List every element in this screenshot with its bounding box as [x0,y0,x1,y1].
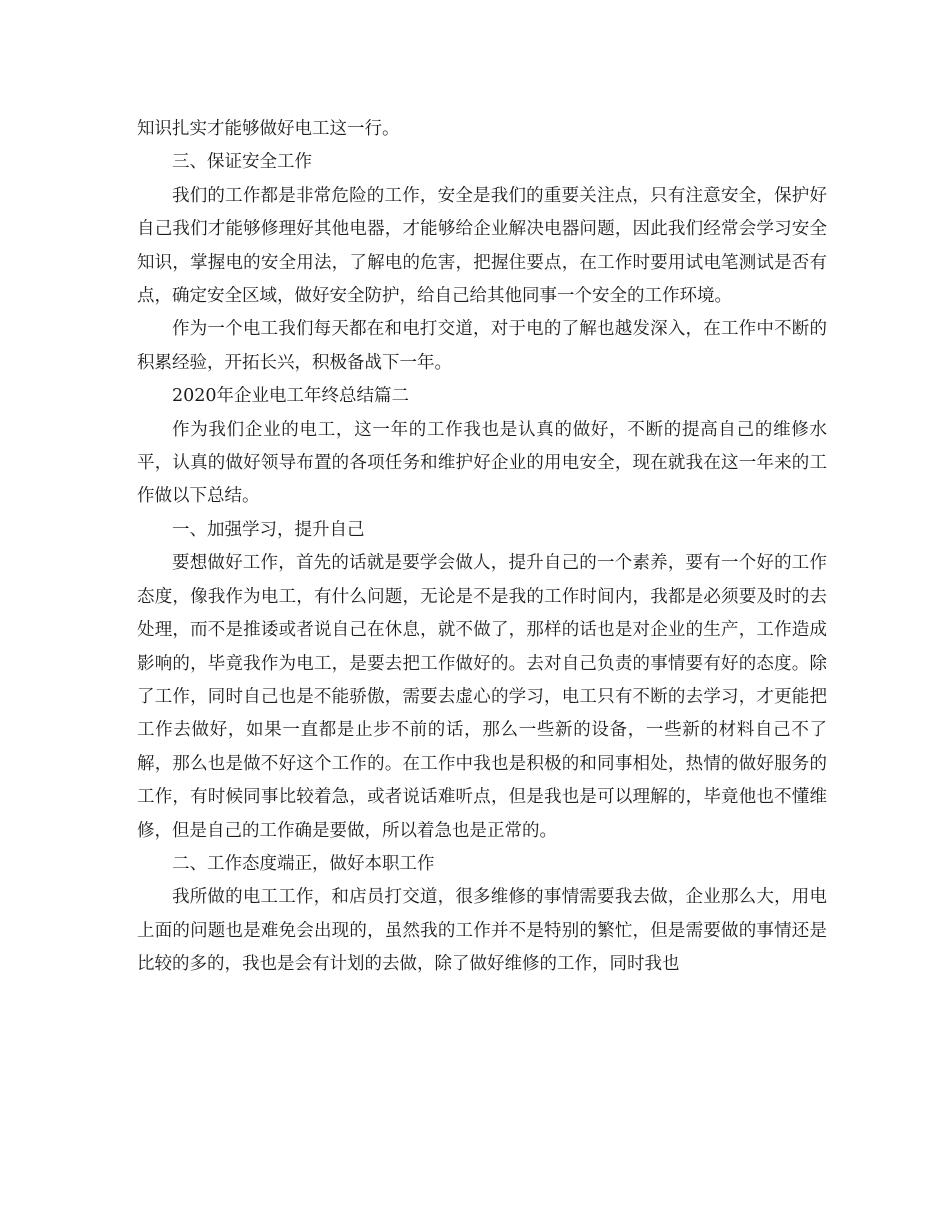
paragraph-attitude: 我所做的电工工作，和店员打交道，很多维修的事情需要我去做，企业那么大，用电上面的问题也是难免会出现的，虽然我的工作并不是特别的繁忙，但是需要做的事情还是比较的多的，我也是会有计划的去做，除了做好维修的工作，同时我也 [137,887,827,975]
paragraph-intro: 作为我们企业的电工，这一年的工作我也是认真的做好，不断的提高自己的维修水平，认真的做好领导布置的各项任务和维护好企业的用电安全，现在就我在这一年来的工作做以下总结。 [137,419,827,507]
section-heading-attitude: 二、工作态度端正，做好本职工作 [172,853,435,874]
section-heading-safety: 三、保证安全工作 [172,152,312,173]
paragraph-learning: 要想做好工作，首先的话就是要学会做人，提升自己的一个素养，要有一个好的工作态度，像我作为电工，有什么问题，无论是不是我的工作时间内，我都是必须要及时的去处理，而不是推诿或者说自己在休息，就不做了，那样的话也是对企业的生产，工作造成影响的，毕竟我作为电工，是要去把工作做好的。去对自己负责的事情要有好的态度。除了工作，同时自己也是不能骄傲，需要去虚心的学习，电工只有不断的去学习，才更能把工作去做好，如果一直都是止步不前的话，那么一些新的设备，一些新的材料自己不了解，那么也是做不好这个工作的。在工作中我也是积极的和同事相处，热情的做好服务的工作，有时候同事比较着急，或者说话难听点，但是我也是可以理解的，毕竟他也不懂维修，但是自己的工作确是要做，所以着急也是正常的。 [137,553,827,841]
paragraph-conclusion: 作为一个电工我们每天都在和电打交道，对于电的了解也越发深入，在工作中不断的积累经验，开拓长兴，积极备战下一年。 [137,319,827,373]
document-body [137,113,827,982]
paragraph-continuation: 知识扎实才能够做好电工这一行。 [137,119,400,139]
section-heading-learning: 一、加强学习，提升自己 [172,519,365,540]
paragraph-safety: 我们的工作都是非常危险的工作，安全是我们的重要关注点，只有注意安全，保护好自己我们才能够修理好其他电器，才能够给企业解决电器问题，因此我们经常会学习安全知识，掌握电的安全用法，了解电的危害，把握住要点，在工作时要用试电笔测试是否有点，确定安全区域，做好安全防护，给自己给其他同事一个安全的工作环境。 [137,185,827,307]
article-title-part-two: 2020年企业电工年终总结篇二 [172,386,410,407]
